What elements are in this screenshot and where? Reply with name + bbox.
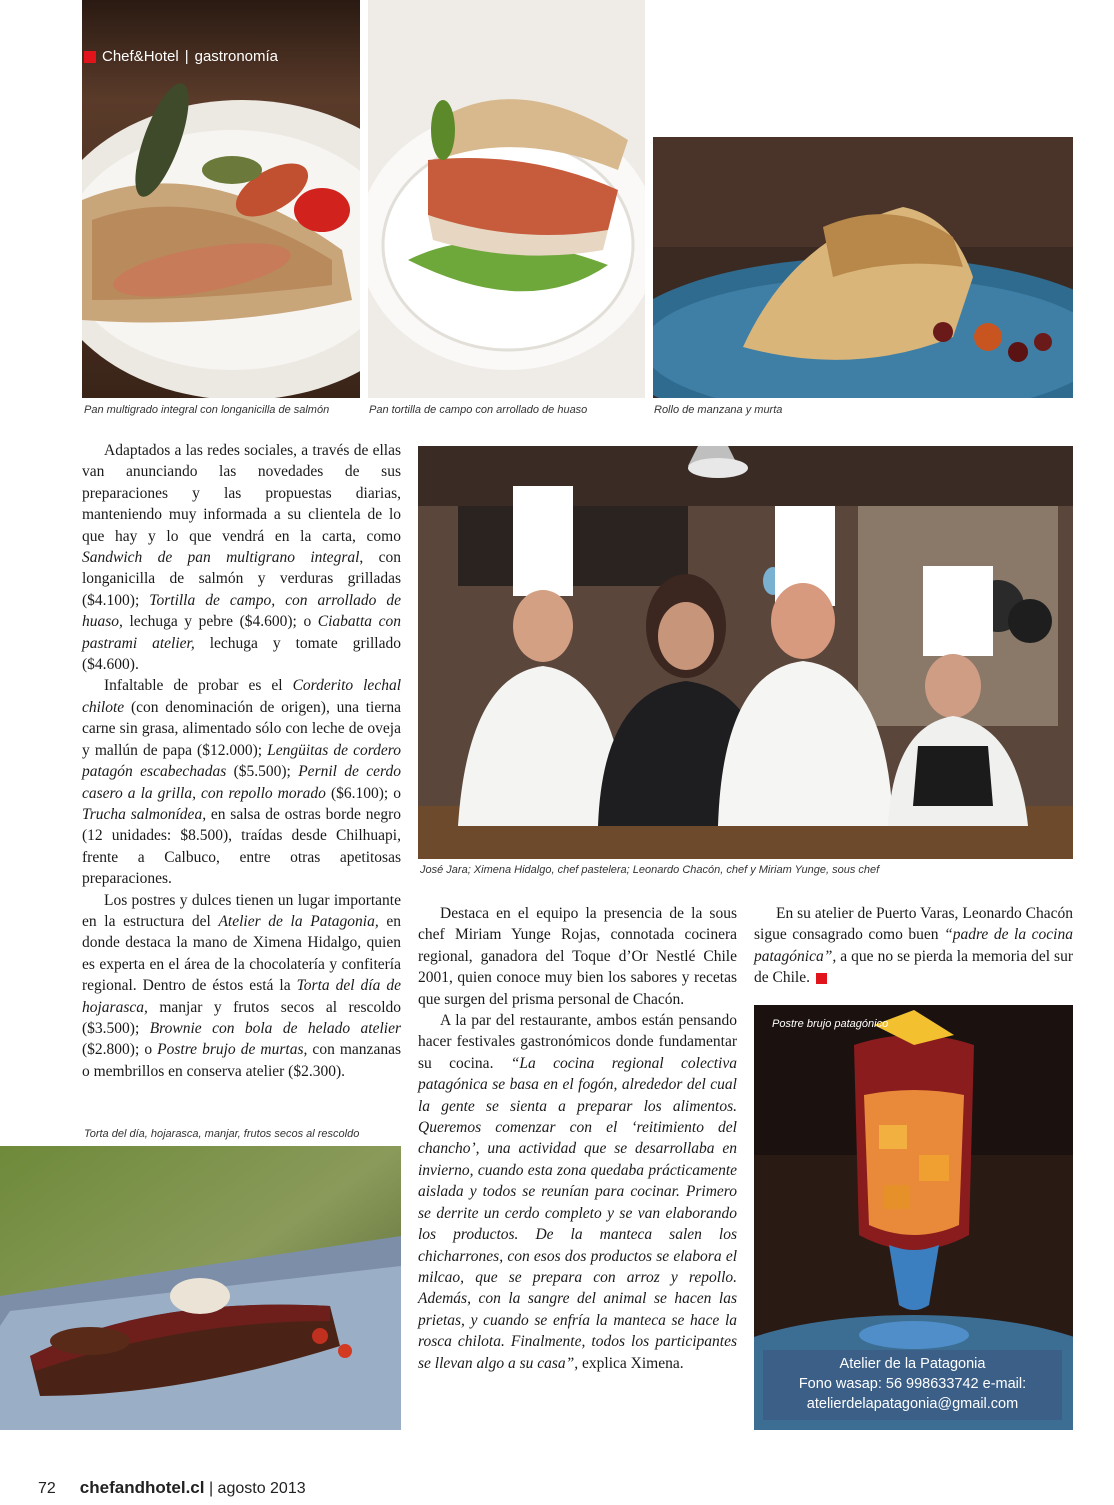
photo2-caption: Pan tortilla de campo con arrollado de huaso xyxy=(369,404,588,416)
footer-separator: | xyxy=(208,1480,214,1497)
section-divider: | xyxy=(184,48,189,65)
col2-paragraph-2: A la par del restaurante, ambos están pensando hacer festivales gastronómicos donde fundamentar su cocina. “La cocina regional colectiva patagónica se basa en el fogón, alrededor del cual la gente se sienta a preparar los alimentos. Queremos comenzar con el ‘reitimiento del chancho’, una actividad que se desarrollaba en invierno, cuando esta zona quedaba prácticamente aislada y todos se reunían para cocinar. Primero se derrite un cerdo completo y se van elaborando los productos. De la manteca salen los chicharrones, con esos dos productos se elabora el milcao, que se prepara con arroz y repollo. Además, con la sangre del animal se hacen las prietas, y cuando se enfría la manteca se hace la rosca chilota. Finalmente, todos los participantes se llevan algo a su casa”, explica Ximena. xyxy=(418,1012,737,1372)
dessert-caption: Postre brujo patagónico xyxy=(772,1018,889,1030)
cake-caption: Torta del día, hojarasca, manjar, frutos secos al rescoldo xyxy=(84,1128,360,1140)
page-footer xyxy=(38,1478,306,1498)
site-name[interactable]: chefandhotel.cl xyxy=(79,1478,205,1497)
photo-apple-roll xyxy=(653,137,1073,398)
article-column-2 xyxy=(418,903,737,1374)
col1-paragraph-1: Adaptados a las redes sociales, a través de ellas van anunciando las novedades de sus preparaciones y las propuestas diarias, manteniendo muy informada a su clientela de lo que hay y lo que vendrá en la carta, como Sandwich de pan multigrano integral, con longanicilla de salmón y verduras grilladas ($4.100); Tortilla de campo, con arrollado de huaso, lechuga y pebre ($4.600); o Ciabatta con pastrami atelier, lechuga y tomate grillado ($4.600). xyxy=(82,442,401,674)
contact-email[interactable]: atelierdelapatagonia@gmail.com xyxy=(806,1396,1019,1412)
article-end-mark-icon xyxy=(816,973,827,984)
contact-phone-line: Fono wasap: 56 998633742 e-mail: xyxy=(798,1376,1027,1392)
issue-date: agosto 2013 xyxy=(217,1480,306,1497)
photo3-caption: Rollo de manzana y murta xyxy=(654,404,783,416)
contact-info-box xyxy=(763,1350,1062,1420)
photo-chef-team xyxy=(418,446,1073,859)
photo1-caption: Pan multigrado integral con longanicilla de salmón xyxy=(84,404,330,416)
article-column-1 xyxy=(82,440,401,1082)
contact-name: Atelier de la Patagonia xyxy=(839,1356,986,1372)
col2-paragraph-1: Destaca en el equipo la presencia de la sous chef Miriam Yunge Rojas, connotada cocinera regional, ganadora del Toque d’Or Nestlé Chile 2001, quien conoce muy bien los sabores y recetas que surgen del prisma personal de Chacón. xyxy=(418,905,737,1008)
page-number: 72 xyxy=(38,1480,56,1497)
article-column-3 xyxy=(754,903,1073,989)
section-brand: Chef&Hotel xyxy=(102,48,179,65)
col1-paragraph-3: Los postres y dulces tienen un lugar importante en la estructura del Atelier de la Patagonia, en donde destaca la mano de Ximena Hidalgo, quien es experta en el área de la chocolatería y confitería regional. Dentro de éstos está la Torta del día de hojarasca, manjar y frutos secos al rescoldo ($3.500); Brownie con bola de helado atelier ($2.800); o Postre brujo de murtas, con manzanas o membrillos en conserva atelier ($2.300). xyxy=(82,891,401,1080)
group-caption: José Jara; Ximena Hidalgo, chef pastelera; Leonardo Chacón, chef y Miriam Yunge, sous chef xyxy=(420,864,880,876)
section-topic: gastronomía xyxy=(194,48,279,65)
section-marker-icon xyxy=(84,51,96,63)
col3-paragraph-1: En su atelier de Puerto Varas, Leonardo Chacón sigue consagrado como buen “padre de la cocina patagónica”, a que no se pierda la memoria del sur de Chile. xyxy=(754,905,1073,987)
photo-tortilla-sandwich xyxy=(368,0,645,398)
section-tag xyxy=(84,48,278,65)
photo-chocolate-cake xyxy=(0,1146,401,1430)
col1-paragraph-2: Infaltable de probar es el Corderito lechal chilote (con denominación de origen), una tierna carne sin grasa, alimentado sólo con leche de oveja y mallún de papa ($12.000); Lengüitas de cordero patagón escabechadas ($5.500); Pernil de cerdo casero a la grilla, con repollo morado ($6.100); o Trucha salmonídea, en salsa de ostras borde negro (12 unidades: $8.500), traídas desde Chilhuapi, frente a Calbuco, entre otras apetitosas preparaciones. xyxy=(82,677,402,888)
